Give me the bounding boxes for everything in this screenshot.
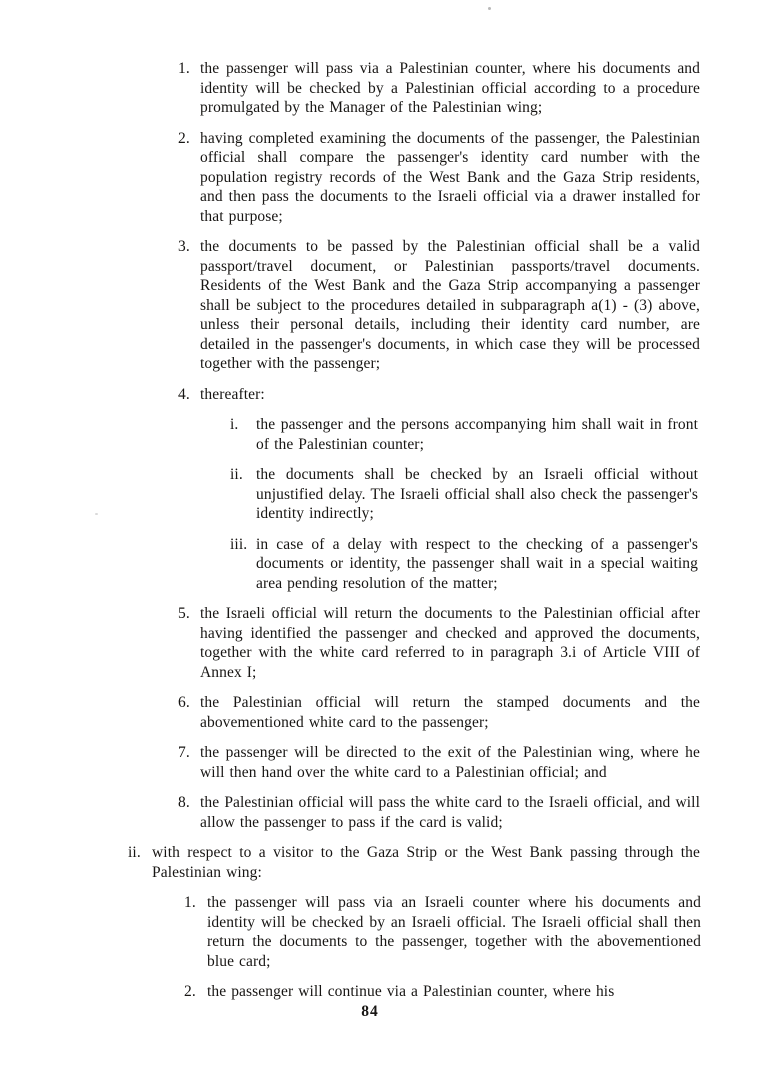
list-item-5: [178, 604, 700, 682]
list-item-6: [178, 693, 700, 732]
list-item-number: 4.: [178, 385, 190, 403]
list-item-number: 1.: [178, 60, 190, 77]
list-item-number: 8.: [178, 794, 190, 811]
list-item-3: [178, 237, 700, 374]
list-item-number: 2.: [184, 983, 196, 1000]
document-body: [0, 59, 758, 1013]
list-item-number: 5.: [178, 605, 190, 622]
list-item-text: with respect to a visitor to the Gaza Strip or the West Bank passing through the Palestinian wing:: [152, 844, 700, 881]
list-item-text: the documents to be passed by the Palestinian official shall be a valid passport/travel document, or Palestinian passports/travel documents. Residents of the West Bank and the Gaza Strip accompanying a passenger shall be subject to the procedures detailed in subparagraph a(1) - (3) above, unless their personal details, including their identity card number, are detailed in the passenger's documents, in which case they will be processed together with the passenger;: [200, 238, 700, 372]
list-item-7: [178, 743, 700, 782]
section-item-ii: [128, 843, 700, 882]
list-item-number: 6.: [178, 694, 190, 711]
list-item-text: having completed examining the documents of the passenger, the Palestinian official shall compare the passenger's identity card number with the population registry records of the West Bank and the Gaza Strip residents, and then pass the documents to the Israeli official via a drawer installed for that purpose;: [200, 129, 700, 225]
list-item-text: the passenger will continue via a Palestinian counter, where his: [207, 983, 615, 1000]
list-item-4: [178, 385, 700, 405]
scan-artifact-speck: [488, 7, 491, 10]
section-ii-item-2: [184, 982, 701, 1002]
list-item-text: the Palestinian official will pass the white card to the Israeli official, and will allow the passenger to pass if the card is valid;: [200, 794, 700, 831]
list-item-text: the passenger and the persons accompanying him shall wait in front of the Palestinian counter;: [256, 416, 698, 453]
list-item-number: 3.: [178, 238, 190, 255]
list-item-text: in case of a delay with respect to the checking of a passenger's documents or identity, the passenger shall wait in a special waiting area pending resolution of the matter;: [256, 535, 698, 592]
list-item-text: the Israeli official will return the documents to the Palestinian official after having identified the passenger and checked and approved the documents, together with the white card referred to in paragraph 3.i of Article VIII of Annex I;: [200, 605, 700, 681]
list-item-1: [178, 59, 700, 118]
list-item-number: 1.: [184, 894, 196, 911]
sublist-item-iii: [230, 535, 698, 594]
sublist-item-i: [230, 415, 698, 454]
list-item-number: iii.: [230, 535, 248, 553]
section-ii-item-1: [184, 893, 701, 971]
list-item-text: the documents shall be checked by an Israeli official without unjustified delay. The Israeli official shall also check the passenger's identity indirectly;: [256, 466, 698, 522]
list-item-2: [178, 129, 700, 227]
page-number: 84: [361, 1003, 379, 1020]
list-item-number: i.: [230, 416, 239, 433]
list-item-number: ii.: [128, 844, 141, 861]
sublist-item-ii: [230, 465, 698, 524]
list-item-8: [178, 793, 700, 832]
list-item-number: 2.: [178, 129, 190, 147]
list-item-text: the passenger will be directed to the exit of the Palestinian wing, where he will then hand over the white card to a Palestinian official; and: [200, 744, 700, 781]
list-item-text: the passenger will pass via an Israeli counter where his documents and identity will be checked by an Israeli official. The Israeli official shall then return the documents to the passenger, together with the abovementioned blue card;: [207, 894, 701, 970]
list-item-text: the passenger will pass via a Palestinian counter, where his documents and identity will be checked by a Palestinian official according to a procedure promulgated by the Manager of the Palestinian wing;: [200, 60, 700, 116]
list-item-text: thereafter:: [200, 385, 265, 403]
list-item-number: 7.: [178, 744, 190, 761]
list-item-text: the Palestinian official will return the stamped documents and the abovementioned white card to the passenger;: [200, 694, 700, 731]
list-item-number: ii.: [230, 466, 243, 483]
